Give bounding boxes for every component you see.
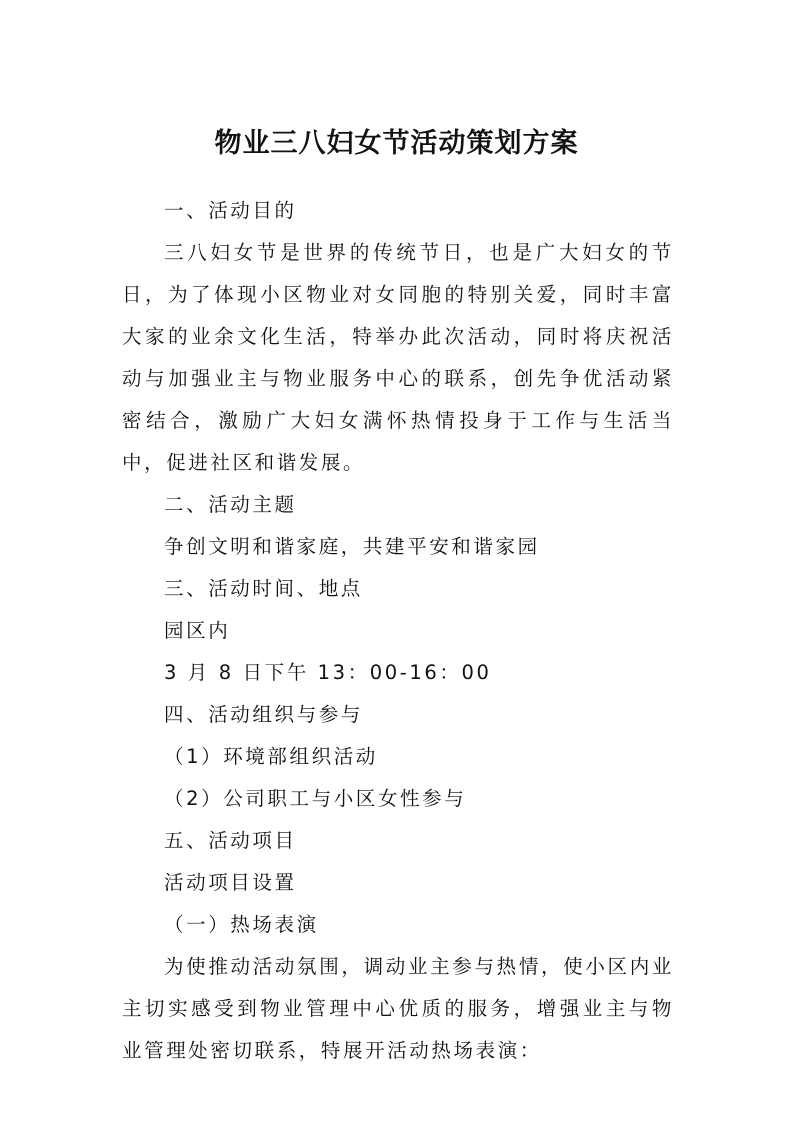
paragraph-items-setup: 活动项目设置: [164, 871, 297, 894]
list-item-participants: （2）公司职工与小区女性参与: [164, 787, 467, 810]
section-heading-organization: 四、活动组织与参与: [164, 703, 363, 726]
section-heading-items: 五、活动项目: [164, 829, 297, 852]
subheading-warmup-show: （一）热场表演: [164, 913, 319, 936]
paragraph-place: 园区内: [164, 619, 231, 642]
section-heading-purpose: 一、活动目的: [164, 199, 297, 222]
section-heading-theme: 二、活动主题: [164, 493, 297, 516]
paragraph-time: 3 月 8 日下午 13：00-16：00: [164, 661, 492, 684]
list-item-organizer: （1）环境部组织活动: [164, 745, 378, 768]
document-title: 物业三八妇女节活动策划方案: [214, 128, 579, 159]
paragraph-purpose: 三八妇女节是世界的传统节日，也是广大妇女的节日，为了体现小区物业对女同胞的特别关爱，同时丰富大家的业余文化生活，特举办此次活动，同时将庆祝活动与加强业主与物业服务中心的联系，创先争优活动紧密结合，激励广大妇女满怀热情投身于工作与生活当中，促进社区和谐发展。: [122, 241, 674, 474]
document-body: [122, 190, 674, 1072]
paragraph-warmup-show: 为使推动活动氛围，调动业主参与热情，使小区内业主切实感受到物业管理中心优质的服务，增强业主与物业管理处密切联系，特展开活动热场表演：: [122, 955, 674, 1062]
paragraph-theme: 争创文明和谐家庭，共建平安和谐家园: [164, 535, 540, 558]
section-heading-time-place: 三、活动时间、地点: [164, 577, 363, 600]
